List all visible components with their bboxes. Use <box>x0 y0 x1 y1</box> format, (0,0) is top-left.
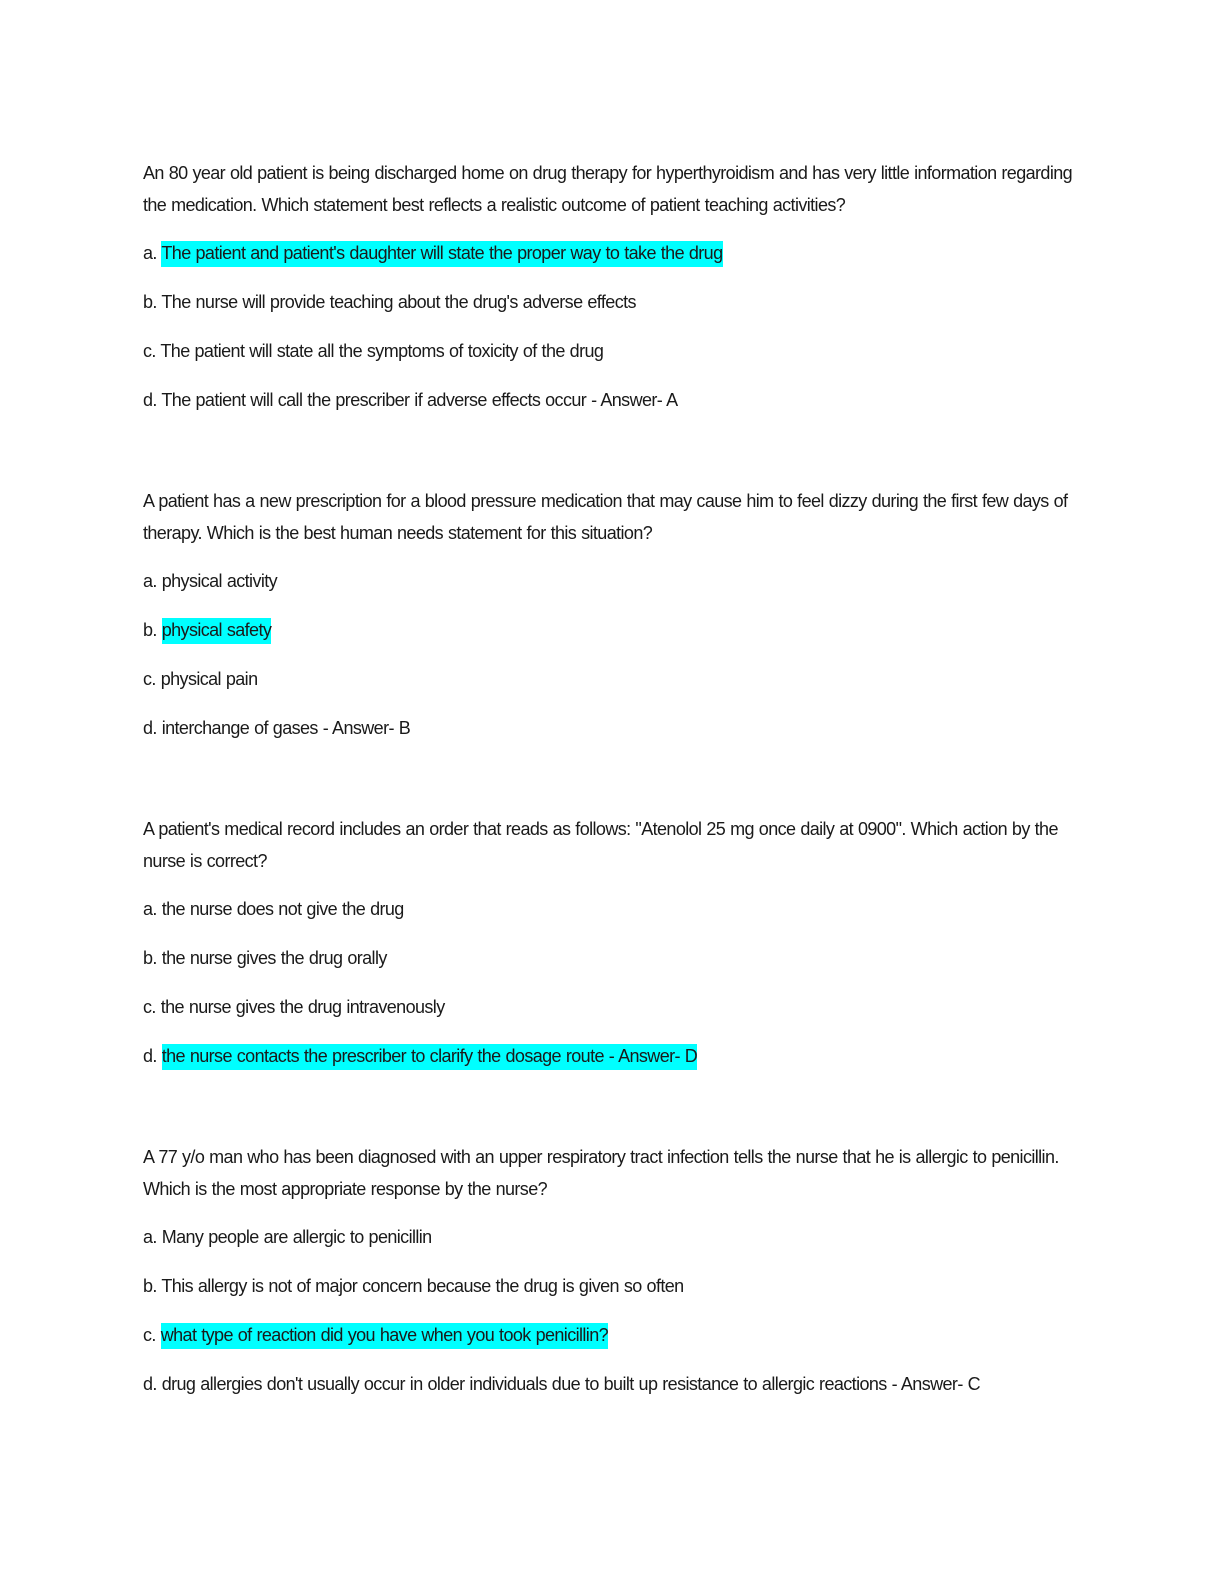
question-spacer <box>143 416 1078 485</box>
option-text: This allergy is not of major concern because the drug is given so often <box>161 1276 684 1296</box>
option-text: the nurse gives the drug orally <box>161 948 387 968</box>
option-text: drug allergies don't usually occur in older individuals due to built up resistance to allergic reactions - Answer- C <box>161 1374 981 1394</box>
option-b <box>143 286 1078 318</box>
option-letter: d. <box>143 1046 157 1066</box>
question-4 <box>143 1141 1078 1400</box>
option-text-highlighted: what type of reaction did you have when you took penicillin? <box>161 1323 608 1349</box>
option-b <box>143 942 1078 974</box>
option-text-highlighted: The patient and patient's daughter will state the proper way to take the drug <box>161 241 722 267</box>
option-letter: d. <box>143 1374 157 1394</box>
option-text: The patient will call the prescriber if adverse effects occur - Answer- A <box>161 390 678 410</box>
option-letter: c. <box>143 341 156 361</box>
option-text: The nurse will provide teaching about the drug's adverse effects <box>161 292 636 312</box>
question-stem: A 77 y/o man who has been diagnosed with an upper respiratory tract infection tells the nurse that he is allergic to penicillin. Which is the most appropriate response by the nurse? <box>143 1147 1059 1199</box>
question-spacer <box>143 744 1078 813</box>
option-text: the nurse gives the drug intravenously <box>160 997 445 1017</box>
option-a <box>143 1221 1078 1253</box>
option-letter: b. <box>143 948 157 968</box>
option-letter: a. <box>143 1227 157 1247</box>
option-d <box>143 712 1078 744</box>
option-letter: a. <box>143 899 157 919</box>
question-stem: An 80 year old patient is being discharged home on drug therapy for hyperthyroidism and has very little information regarding the medication. Which statement best reflects a realistic outcome of patient teaching activities? <box>143 163 1073 215</box>
option-a <box>143 237 1078 269</box>
option-letter: b. <box>143 620 157 640</box>
option-letter: c. <box>143 997 156 1017</box>
question-spacer <box>143 1072 1078 1141</box>
option-d <box>143 384 1078 416</box>
option-letter: c. <box>143 1325 156 1345</box>
option-letter: b. <box>143 1276 157 1296</box>
option-c <box>143 663 1078 695</box>
option-d <box>143 1040 1078 1072</box>
option-a <box>143 893 1078 925</box>
question-1 <box>143 157 1078 416</box>
document-page <box>143 157 1078 1400</box>
option-text: Many people are allergic to penicillin <box>161 1227 432 1247</box>
option-c <box>143 1319 1078 1351</box>
option-letter: a. <box>143 243 157 263</box>
option-text: The patient will state all the symptoms of toxicity of the drug <box>160 341 604 361</box>
option-a <box>143 565 1078 597</box>
option-text-highlighted: the nurse contacts the prescriber to clarify the dosage route - Answer- D <box>162 1044 697 1070</box>
option-letter: a. <box>143 571 157 591</box>
option-c <box>143 335 1078 367</box>
option-text: the nurse does not give the drug <box>161 899 404 919</box>
option-letter: d. <box>143 390 157 410</box>
option-text-highlighted: physical safety <box>162 618 272 644</box>
option-d <box>143 1368 1078 1400</box>
option-c <box>143 991 1078 1023</box>
option-letter: c. <box>143 669 156 689</box>
question-2 <box>143 485 1078 744</box>
option-letter: d. <box>143 718 157 738</box>
question-3 <box>143 813 1078 1072</box>
option-text: interchange of gases - Answer- B <box>161 718 411 738</box>
option-text: physical pain <box>160 669 258 689</box>
option-b <box>143 1270 1078 1302</box>
question-stem: A patient's medical record includes an order that reads as follows: "Atenolol 25 mg once daily at 0900". Which action by the nurse is correct? <box>143 819 1058 871</box>
question-stem: A patient has a new prescription for a blood pressure medication that may cause him to feel dizzy during the first few days of therapy. Which is the best human needs statement for this situation? <box>143 491 1068 543</box>
option-letter: b. <box>143 292 157 312</box>
option-text: physical activity <box>161 571 278 591</box>
option-b <box>143 614 1078 646</box>
